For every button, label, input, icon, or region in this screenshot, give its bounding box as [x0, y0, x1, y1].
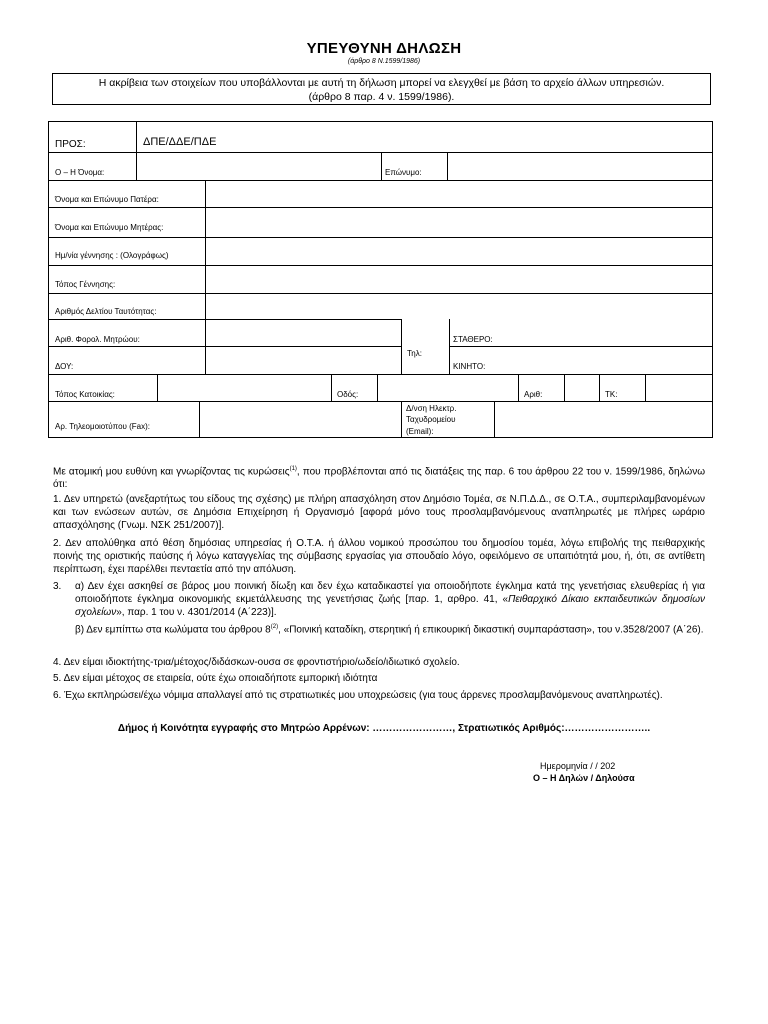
item-3a-text: α) Δεν έχει ασκηθεί σε βάρος μου ποινική δίωξη και δεν έχω καταδικαστεί για οποιοδήποτε έγκλημα κατά της γενετήσιας ελευθερίας ή για οποιοδήποτε έγκλημα οικονομικής εκμετάλλευσης της γενετήσιας ζωής [παρ. 1, αρθρο. 41, «: [75, 581, 705, 605]
email-label-line2: Ταχυδρομείου: [406, 415, 456, 424]
landline-label: ΣΤΑΘΕΡΟ:: [453, 335, 493, 344]
id-number-label: Αριθμός Δελτίου Ταυτότητας:: [55, 307, 157, 316]
mother-name-label: Όνομα και Επώνυμο Μητέρας:: [55, 223, 164, 232]
fax-field[interactable]: [200, 402, 401, 438]
surname-label: Επώνυμο:: [385, 168, 422, 177]
tax-id-label: Αριθ. Φορολ. Μητρώου:: [55, 335, 140, 344]
postcode-label: ΤΚ:: [605, 390, 618, 399]
father-name-field[interactable]: [206, 181, 712, 207]
accuracy-notice: [52, 73, 711, 105]
residence-field[interactable]: [158, 375, 331, 401]
intro-text: Με ατομική μου ευθύνη και γνωρίζοντας τις κυρώσεις: [53, 466, 290, 478]
document-title: ΥΠΕΥΘΥΝΗ ΔΗΛΩΣΗ: [306, 40, 462, 57]
landline-field[interactable]: [499, 320, 712, 346]
military-registry-line: Δήμος ή Κοινότητα εγγραφής στο Μητρώο Αρρένων: ……………………, Στρατιωτικός Αριθμός:……………………..: [117, 723, 651, 734]
mobile-label: ΚΙΝΗΤΟ:: [453, 362, 486, 371]
notice-line-1: Η ακρίβεια των στοιχείων που υποβάλλονται με αυτή τη δήλωση μπορεί να ελεγχθεί με βάση το αρχείο άλλων υπηρεσιών.: [98, 77, 665, 89]
declaration-item-6: 6. Έχω εκπληρώσει/έχω νόμιμα απαλλαγεί από τις στρατιωτικές μου υποχρεώσεις (για τους άρρενες προσλαμβανόμενους αναπληρωτές).: [53, 690, 663, 701]
item-3a: [75, 580, 705, 619]
tax-office-field[interactable]: [206, 347, 401, 374]
birthplace-field[interactable]: [206, 266, 712, 293]
mother-name-field[interactable]: [206, 208, 712, 237]
surname-field[interactable]: [448, 153, 712, 180]
birthdate-field[interactable]: [206, 238, 712, 265]
item-3b: [75, 621, 705, 636]
street-number-label: Αριθ:: [524, 390, 543, 399]
recipient-label: ΠΡΟΣ:: [55, 139, 86, 150]
father-name-label: Όνομα και Επώνυμο Πατέρα:: [55, 195, 159, 204]
declaration-intro: [53, 463, 705, 491]
recipient-value: ΔΠΕ/ΔΔΕ/ΠΔΕ: [143, 136, 217, 148]
document-subtitle: (άρθρο 8 Ν.1599/1986): [347, 58, 421, 65]
declaration-item-4: 4. Δεν είμαι ιδιοκτήτης-τρια/μέτοχος/διδάσκων-ουσα σε φροντιστήριο/ωδείο/ιδιωτικό σχολείο.: [53, 657, 460, 668]
postcode-field[interactable]: [646, 375, 712, 401]
signer-line: Ο – Η Δηλών / Δηλούσα: [533, 773, 635, 783]
birthdate-label: Ημ/νία γέννησης : (Ολογράφως): [55, 251, 169, 260]
tax-office-label: ΔΟΥ:: [55, 362, 74, 371]
first-name-label: Ο – Η Όνομα:: [55, 168, 105, 177]
intro-text-cont: , που προβλέπονται από τις διατάξεις της παρ. 6 του άρθρου 22 του ν. 1599/1986, δηλώνω ότι:: [53, 466, 706, 491]
tax-id-field[interactable]: [206, 320, 401, 346]
street-label: Οδός:: [337, 390, 359, 399]
email-label-line1: Δ/νση Ηλεκτρ.: [406, 404, 457, 413]
first-name-field[interactable]: [137, 153, 381, 180]
item-3b-text: β) Δεν εμπίπτω στα κωλύματα του άρθρου 8: [75, 624, 271, 636]
fax-label: Αρ. Τηλεομοιοτύπου (Fax):: [55, 422, 150, 431]
declaration-item-2: 2. Δεν απολύθηκα από θέση δημόσιας υπηρεσίας ή Ο.Τ.Α. ή άλλου νομικού προσώπου του δημοσίου τομέα, λόγω επιβολής της πειθαρχικής ποινής της οριστικής παύσης ή λόγω καταγγελίας της σύμβασης εργασίας για σπουδαίο λόγο, οφειλόμενο σε υπαιτιότητά μου, ή, ότι, σε αντίθετη περίπτωση, έχει παρέλθει πενταετία από την απόλυση.: [53, 538, 705, 575]
declaration-item-1: 1. Δεν υπηρετώ (ανεξαρτήτως του είδους της σχέσης) με πλήρη απασχόληση στον Δημόσιο Τομέα, σε Ν.Π.Δ.Δ., σε Ο.Τ.Α., συμπεριλαμβανομένων και των ενώσεων αυτών, σε Δημόσια Επιχείρηση ή Οργανισμό [αφορά μόνο τους προσλαμβανόμενους αναπληρωτές με πλήρες ωράριο απασχόλησης (Γνωμ. ΝΣΚ 251/2007)].: [53, 494, 705, 531]
mobile-field[interactable]: [494, 347, 712, 374]
declaration-item-5: 5. Δεν είμαι μέτοχος σε εταιρεία, ούτε έχω οποιαδήποτε εμπορική ιδιότητα: [53, 673, 378, 684]
notice-line-2: (άρθρο 8 παρ. 4 ν. 1599/1986).: [308, 91, 455, 103]
date-line: Ημερομηνία / / 202: [540, 761, 616, 771]
item-3b-text-cont: , «Ποινική καταδίκη, στερητική ή επικουρική δικαστική συμπαράσταση», του ν.3528/2007 (Α΄26).: [278, 624, 704, 636]
item-3a-text-cont: », παρ. 1 του ν. 4301/2014 (Α΄223)].: [116, 607, 277, 618]
declaration-form: [48, 121, 713, 438]
street-field[interactable]: [378, 375, 518, 401]
residence-label: Τόπος Κατοικίας:: [55, 390, 115, 399]
birthplace-label: Τόπος Γέννησης:: [55, 280, 116, 289]
footnote-ref-1: (1): [289, 466, 297, 472]
street-number-field[interactable]: [565, 375, 599, 401]
footnote-ref-2: (2): [270, 624, 279, 630]
email-label-line3: (Εmail):: [406, 427, 434, 436]
id-number-field[interactable]: [206, 294, 712, 319]
phone-label: Τηλ:: [407, 349, 422, 358]
item-3-number: 3.: [53, 581, 62, 592]
email-field[interactable]: [495, 402, 712, 438]
declaration-item-3: [53, 580, 705, 636]
item-3a-italic: Πειθαρχικό Δίκαιο εκπαιδευτικών δημοσίων σχολείων: [75, 594, 705, 618]
